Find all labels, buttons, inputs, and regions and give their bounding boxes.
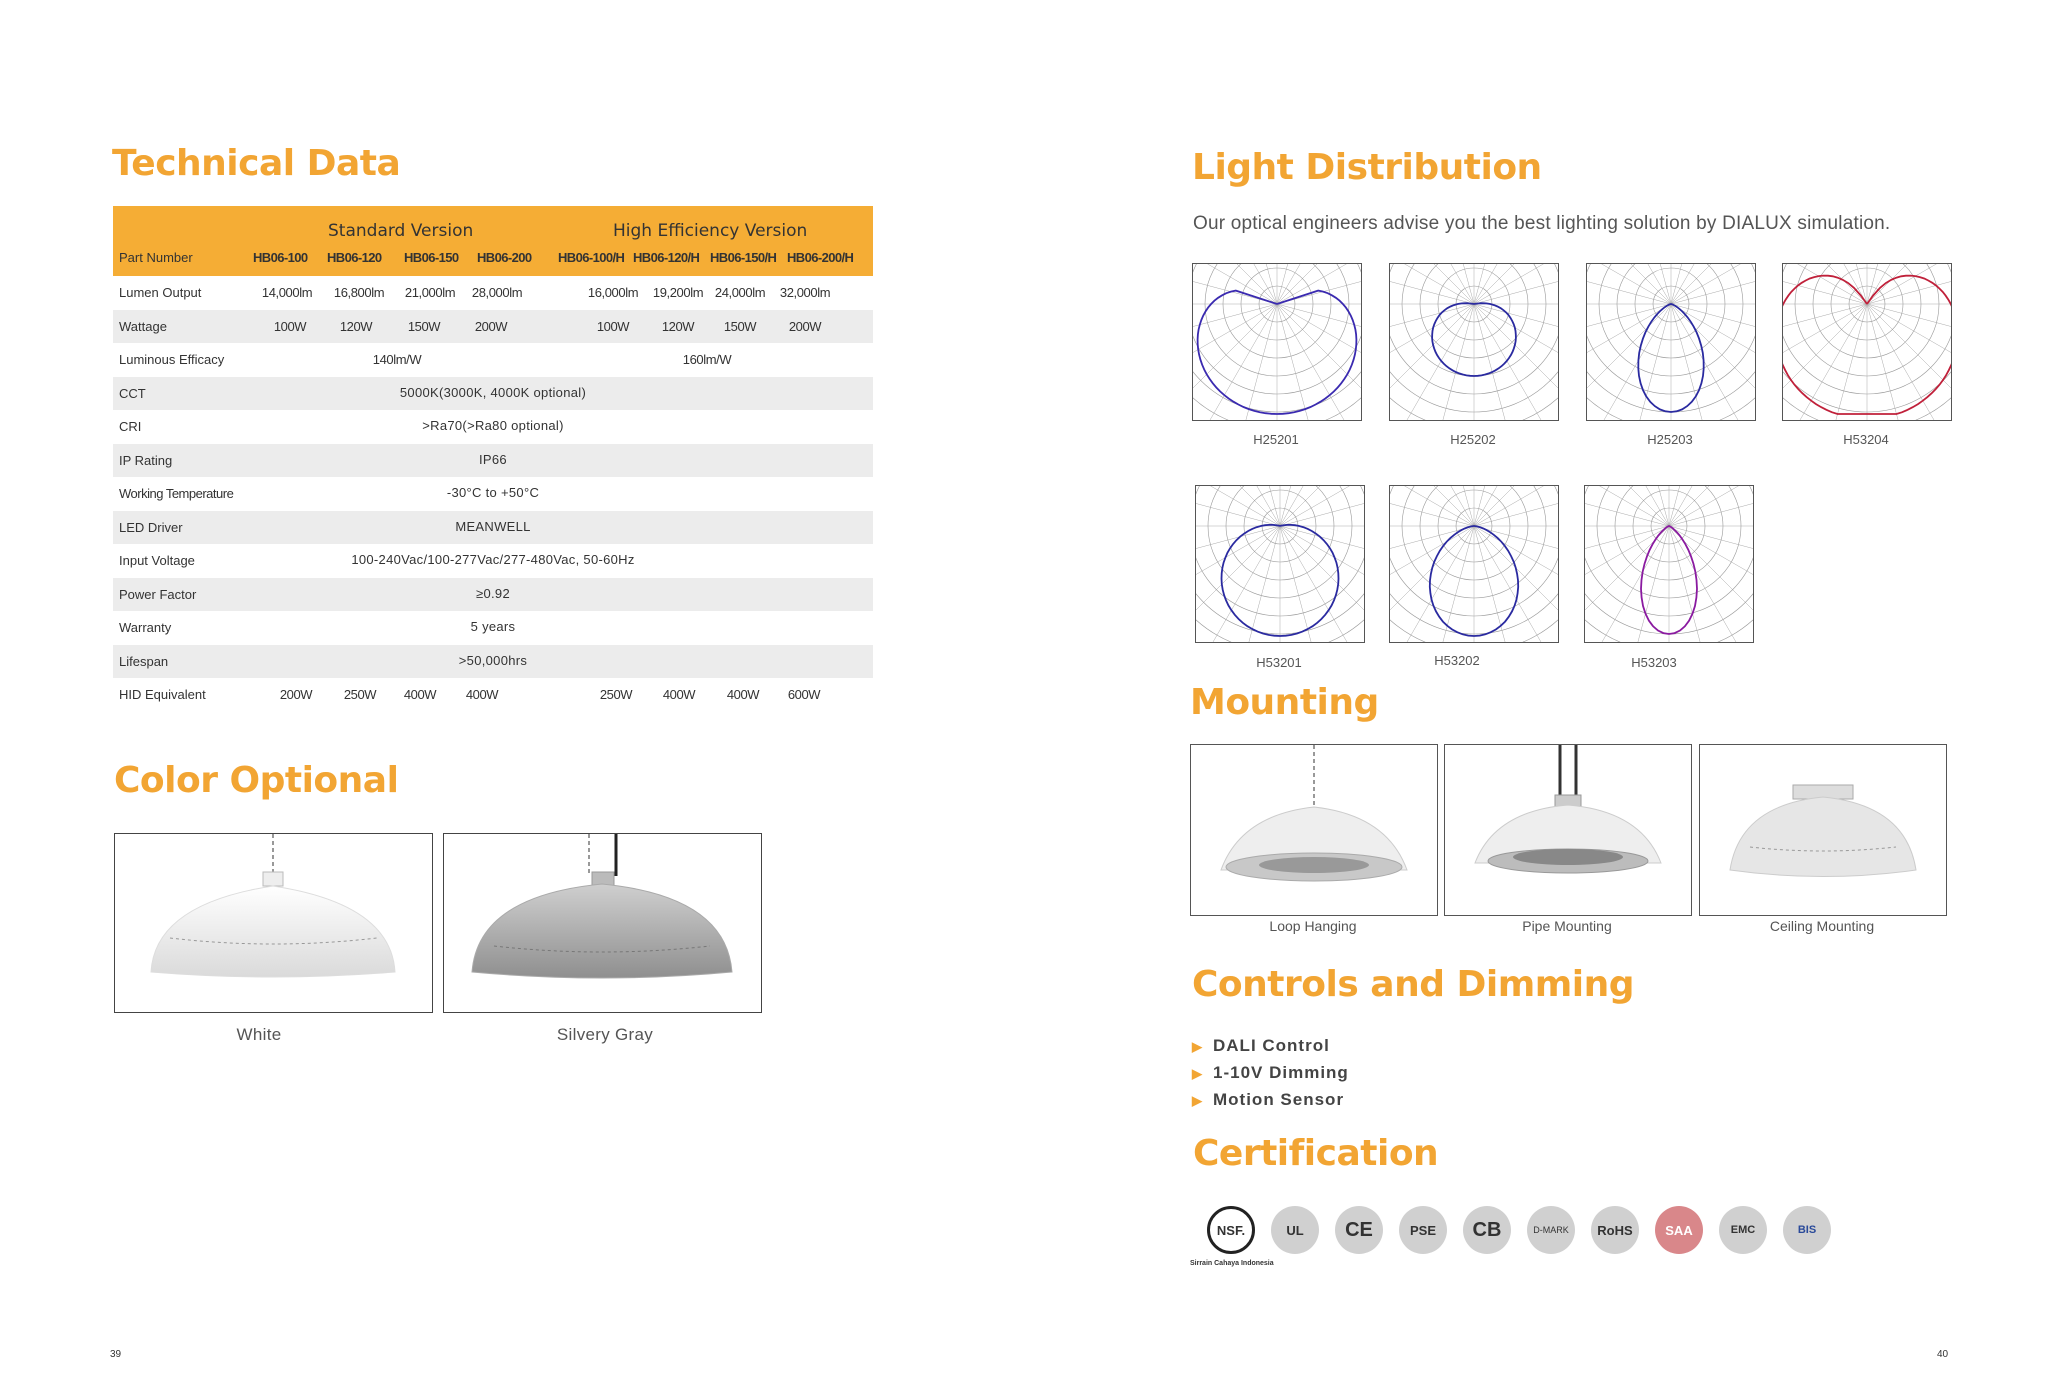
table-cell: ≥0.92 (476, 585, 510, 601)
part-number: HB06-150/H (710, 250, 777, 265)
table-cell: 250W (343, 687, 377, 702)
diagram-code: H25202 (1450, 432, 1496, 447)
mount-caption: Ceiling Mounting (1769, 918, 1875, 934)
row-label: Lumen Output (119, 285, 202, 300)
row-label: Warranty (119, 620, 172, 635)
part-number: HB06-200/H (787, 250, 854, 265)
table-cell: 32,000lm (779, 285, 831, 300)
polar-chart (1193, 264, 1361, 420)
table-cell: 21,000lm (404, 285, 456, 300)
diagram-code: H53204 (1843, 432, 1889, 447)
d-mark-logo-icon (1527, 1206, 1575, 1254)
table-cell: 150W (407, 318, 441, 334)
polar-diagram (1586, 263, 1756, 421)
emc-logo-icon (1719, 1206, 1767, 1254)
table-row (113, 578, 873, 612)
bis-logo-icon (1783, 1206, 1831, 1254)
pipe-mounting-image (1445, 745, 1691, 915)
polar-diagram (1782, 263, 1952, 421)
silvery-gray-lamp-image (444, 834, 761, 1012)
row-label: CRI (119, 419, 142, 434)
table-cell: 16,000lm (587, 285, 639, 300)
table-row (113, 377, 873, 411)
white-lamp-photo (114, 833, 433, 1013)
table-row (113, 678, 873, 712)
polar-grid (1196, 486, 1364, 642)
mount-caption: Pipe Mounting (1522, 918, 1612, 934)
table-cell: MEANWELL (455, 518, 531, 534)
pse-logo-icon (1399, 1206, 1447, 1254)
saa-logo-icon (1655, 1206, 1703, 1254)
table-cell: 200W (279, 687, 313, 702)
row-label: LED Driver (119, 519, 183, 535)
diagram-code: H25201 (1253, 432, 1299, 447)
table-cell: 100W (273, 318, 307, 334)
triangle-bullet-icon: ▶ (1192, 1093, 1203, 1108)
table-cell: 600W (787, 687, 821, 702)
list-item (1192, 1063, 1349, 1090)
polar-grid (1587, 264, 1755, 420)
polar-chart (1390, 486, 1558, 642)
diagram-code: H53202 (1434, 653, 1480, 668)
polar-diagram (1195, 485, 1365, 643)
cert-label: SAA (1665, 1222, 1693, 1238)
polar-chart (1390, 264, 1558, 420)
mount-caption: Loop Hanging (1269, 918, 1357, 934)
controls-title: Controls and Dimming (1192, 964, 1634, 1005)
part-number-label: Part Number (119, 250, 193, 265)
page-number-left: 39 (110, 1349, 122, 1360)
silvery-gray-caption: Silvery Gray (556, 1025, 654, 1044)
table-cell: 19,200lm (652, 285, 704, 300)
cert-label: RoHS (1597, 1222, 1633, 1238)
controls-list (1192, 1036, 1349, 1117)
row-label: Luminous Efficacy (119, 352, 225, 367)
high-efficiency-header: High Efficiency Version (613, 221, 808, 241)
table-cell: 200W (474, 318, 508, 334)
control-label: 1-10V Dimming (1213, 1063, 1349, 1082)
table-row (113, 645, 873, 679)
table-cell: IP66 (479, 451, 507, 467)
ceiling-mounting-image (1700, 745, 1946, 915)
list-item (1192, 1036, 1349, 1063)
table-cell: 400W (403, 687, 437, 702)
nsf-logo-icon (1207, 1206, 1255, 1254)
pipe-mounting-photo (1444, 744, 1692, 916)
cert-label: PSE (1409, 1222, 1436, 1238)
polar-grid (1783, 264, 1951, 420)
table-cell: 400W (662, 687, 696, 702)
rohs-logo-icon (1591, 1206, 1639, 1254)
table-cell: 16,800lm (333, 285, 385, 300)
part-number: HB06-120/H (633, 250, 700, 265)
table-cell: 140lm/W (372, 352, 422, 367)
part-number: HB06-200 (477, 250, 532, 265)
table-cell: 400W (726, 687, 760, 702)
cert-note: Sirrain Cahaya Indonesia (1190, 1260, 1274, 1267)
table-cell: 24,000lm (714, 285, 766, 300)
polar-chart (1587, 264, 1755, 420)
silvery-gray-lamp-photo (443, 833, 762, 1013)
table-cell: 100W (596, 318, 630, 334)
table-row (113, 544, 873, 578)
ce-logo-icon (1335, 1206, 1383, 1254)
row-label: Lifespan (119, 653, 169, 669)
row-label: CCT (119, 385, 146, 401)
page-number-right: 40 (1937, 1349, 1949, 1360)
cert-label: BIS (1797, 1224, 1817, 1236)
table-cell: 250W (599, 687, 633, 702)
polar-diagram (1584, 485, 1754, 643)
table-cell: 5 years (470, 619, 516, 634)
diagram-code: H53201 (1256, 655, 1302, 670)
row-label: Working Temperature (119, 486, 234, 501)
table-cell: >Ra70(>Ra80 optional) (422, 418, 564, 433)
color-optional-title: Color Optional (114, 760, 399, 801)
part-number: HB06-120 (327, 250, 382, 265)
cert-label: NSF. (1216, 1222, 1246, 1238)
table-cell: 100-240Vac/100-277Vac/277-480Vac, 50-60Hz (351, 552, 635, 567)
polar-diagram (1389, 263, 1559, 421)
table-cell: 150W (723, 318, 757, 334)
diagram-code: H25203 (1647, 432, 1693, 447)
mounting-title: Mounting (1190, 682, 1379, 723)
list-item (1192, 1090, 1349, 1117)
white-caption: White (236, 1025, 282, 1044)
polar-chart (1783, 264, 1951, 420)
polar-grid (1193, 264, 1361, 420)
ceiling-mounting-photo (1699, 744, 1947, 916)
table-row (113, 477, 873, 511)
part-number: HB06-100 (253, 250, 308, 265)
polar-diagram (1389, 485, 1559, 643)
table-header (113, 206, 873, 276)
ul-logo-icon (1271, 1206, 1319, 1254)
table-cell: 200W (788, 318, 822, 334)
polar-grid (1390, 486, 1558, 642)
polar-grid (1390, 264, 1558, 420)
table-cell: 14,000lm (261, 285, 313, 300)
table-cell: >50,000hrs (458, 652, 528, 668)
table-cell: -30°C to +50°C (446, 485, 540, 500)
table-row (113, 611, 873, 645)
row-label: HID Equivalent (119, 687, 206, 702)
table-cell: 120W (339, 318, 373, 334)
certification-logos (1207, 1206, 1831, 1254)
control-label: DALI Control (1213, 1036, 1330, 1055)
triangle-bullet-icon: ▶ (1192, 1039, 1203, 1054)
cert-label: CB (1472, 1218, 1502, 1241)
polar-grid (1585, 486, 1753, 642)
row-label: IP Rating (119, 452, 173, 468)
polar-chart (1196, 486, 1364, 642)
diagram-code: H53203 (1631, 655, 1677, 670)
table-row (113, 276, 873, 310)
triangle-bullet-icon: ▶ (1192, 1066, 1203, 1081)
control-label: Motion Sensor (1213, 1090, 1345, 1109)
cert-label: EMC (1730, 1224, 1756, 1236)
table-row (113, 343, 873, 377)
white-lamp-image (115, 834, 432, 1012)
row-label: Wattage (119, 318, 167, 334)
table-cell: 120W (661, 318, 695, 334)
cert-label: CE (1345, 1218, 1373, 1241)
table-row (113, 511, 873, 545)
cert-label: UL (1286, 1222, 1304, 1238)
polar-diagram (1192, 263, 1362, 421)
loop-hanging-image (1191, 745, 1437, 915)
row-label: Input Voltage (119, 553, 195, 568)
table-cell: 160lm/W (682, 352, 732, 367)
part-number: HB06-100/H (558, 250, 625, 265)
row-label: Power Factor (119, 586, 197, 602)
table-row (113, 410, 873, 444)
light-distribution-subtitle: Our optical engineers advise you the best lighting solution by DIALUX simulation. (1193, 213, 1891, 234)
loop-hanging-photo (1190, 744, 1438, 916)
polar-chart (1585, 486, 1753, 642)
cert-label: D-MARK (1533, 1225, 1569, 1235)
part-number: HB06-150 (404, 250, 459, 265)
standard-version-header: Standard Version (328, 221, 474, 241)
table-row (113, 444, 873, 478)
technical-data-table (113, 206, 873, 712)
table-cell: 5000K(3000K, 4000K optional) (399, 384, 587, 400)
cb-logo-icon (1463, 1206, 1511, 1254)
table-cell: 28,000lm (471, 285, 523, 300)
table-cell: 400W (465, 687, 499, 702)
light-distribution-title: Light Distribution (1192, 147, 1542, 188)
certification-title: Certification (1193, 1133, 1439, 1174)
technical-data-title: Technical Data (112, 143, 401, 184)
table-row (113, 310, 873, 344)
